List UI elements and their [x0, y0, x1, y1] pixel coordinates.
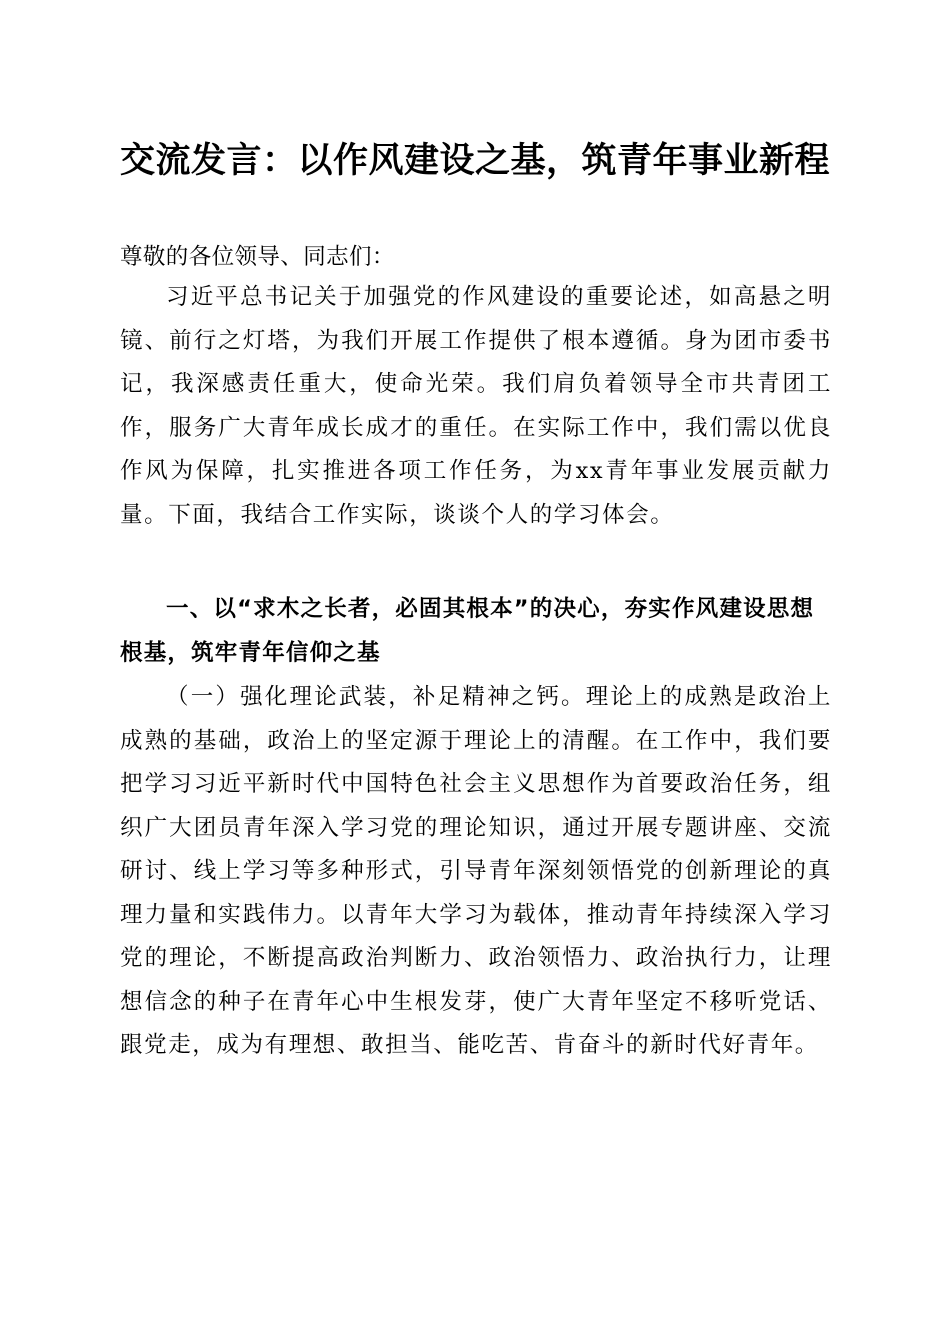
section-heading-1: 一、以“求木之长者，必固其根本”的决心，夯实作风建设思想根基，筑牢青年信仰之基 — [120, 596, 815, 666]
document-title: 交流发言：以作风建设之基，筑青年事业新程 — [120, 140, 831, 181]
salutation: 尊敬的各位领导、同志们： — [120, 244, 395, 270]
section-1-paragraph-1: （一）强化理论武装，补足精神之钙。理论上的成熟是政治上成熟的基础，政治上的坚定源于理论上的清醒。在工作中，我们要把学习习近平新时代中国特色社会主义思想作为首要政治任务，组织广大团员青年深入学习党的理论知识，通过开展专题讲座、交流研讨、线上学习等多种形式，引导青年深刻领悟党的创新理论的真理力量和实践伟力。以青年大学习为载体，推动青年持续深入学习党的理论，不断提高政治判断力、政治领悟力、政治执行力，让理想信念的种子在青年心中生根发芽，使广大青年坚定不移听党话、跟党走，成为有理想、敢担当、能吃苦、肯奋斗的新时代好青年。 — [120, 684, 832, 1058]
intro-paragraph: 习近平总书记关于加强党的作风建设的重要论述，如高悬之明镜、前行之灯塔，为我们开展工作提供了根本遵循。身为团市委书记，我深感责任重大，使命光荣。我们肩负着领导全市共青团工作，服务广大青年成长成才的重任。在实际工作中，我们需以优良作风为保障，扎实推进各项工作任务，为xx青年事业发展贡献力量。下面，我结合工作实际，谈谈个人的学习体会。 — [120, 284, 832, 528]
